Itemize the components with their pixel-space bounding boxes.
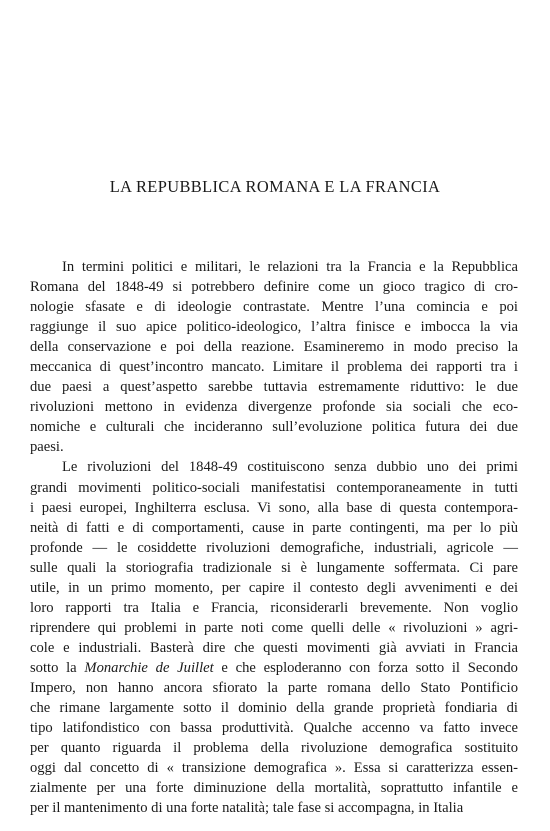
text-line: profonde — le cosiddette rivoluzioni demografiche, industriali, agricole — — [30, 539, 518, 556]
text-line: loro rapporti tra Italia e Francia, riconsiderarli brevemente. Non voglio — [30, 599, 518, 616]
text-line: nomiche e culturali che incideranno sull’evoluzione politica futura dei due — [30, 419, 518, 436]
italic-title: Monarchie de Juillet — [84, 659, 214, 676]
text-line: che rimane largamente sotto il dominio della grande proprietà fondiaria di — [30, 700, 518, 717]
text-line: Impero, non hanno ancora sfiorato la parte romana dello Stato Pontificio — [30, 679, 518, 696]
text-line: grandi movimenti politico-sociali manifestatisi contemporaneamente in tutti — [30, 479, 518, 496]
text-line — [30, 658, 518, 678]
text-line: per quanto riguarda il problema della rivoluzione demografica sostituito — [30, 740, 518, 757]
text-line: i paesi europei, Inghilterra esclusa. Vi sono, alla base di questa contempora- — [30, 499, 518, 516]
text-line: Le rivoluzioni del 1848-49 costituiscono senza dubbio uno dei primi — [62, 459, 518, 476]
text-line: oggi dal concetto di « transizione demografica ». Essa si caratterizza essen- — [30, 760, 518, 777]
text-line: della conservazione e poi della reazione. Esamineremo in modo preciso la — [30, 339, 518, 356]
chapter-title: LA REPUBBLICA ROMANA E LA FRANCIA — [109, 177, 441, 196]
text-segment: e che esploderanno con forza sotto il Secondo — [213, 659, 518, 676]
text-line: paesi. — [30, 439, 64, 456]
text-line: In termini politici e militari, le relazioni tra la Francia e la Repubblica — [62, 259, 518, 275]
paragraph — [30, 457, 518, 818]
text-segment: sotto la — [30, 659, 85, 676]
text-line: utile, in un primo momento, per capire il contesto degli avvenimenti e dei — [30, 579, 518, 596]
text-line: rivoluzioni mettono in evidenza divergenze profonde sia sociali che eco- — [30, 399, 518, 416]
text-line: riprendere qui problemi in parte noti come quelli delle « rivoluzioni » agri- — [30, 619, 518, 636]
text-line: zialmente per una forte diminuzione della mortalità, soprattutto infantile e — [30, 780, 518, 797]
text-line: Romana del 1848-49 si potrebbero definire come un gioco tragico di cro- — [30, 279, 518, 296]
text-line: neità di fatti e di comportamenti, cause in parte contingenti, ma per lo più — [30, 519, 518, 536]
text-line: sulle quali la storiografia tradizionale si è lungamente soffermata. Ci pare — [30, 559, 518, 576]
paragraph — [30, 257, 518, 457]
text-line: raggiunge il suo apice politico-ideologico, l’altra finisce e imbocca la via — [30, 319, 518, 336]
text-line: tipo latifondistico con bassa produttività. Qualche accenno va fatto invece — [30, 720, 518, 737]
text-line: due paesi a quest’aspetto sarebbe tuttavia estremamente riduttivo: le due — [30, 379, 518, 396]
text-line: per il mantenimento di una forte natalità; tale fase si accompagna, in Italia — [30, 800, 464, 817]
body-text — [30, 257, 518, 818]
text-line: cole e industriali. Basterà dire che questi movimenti già avviati in Francia — [30, 639, 518, 656]
text-line: meccanica di quest’incontro mancato. Limitare il problema dei rapporti tra i — [30, 359, 518, 376]
text-line: nologie sfasate e di ideologie contrastate. Mentre l’una comincia e poi — [30, 299, 518, 316]
